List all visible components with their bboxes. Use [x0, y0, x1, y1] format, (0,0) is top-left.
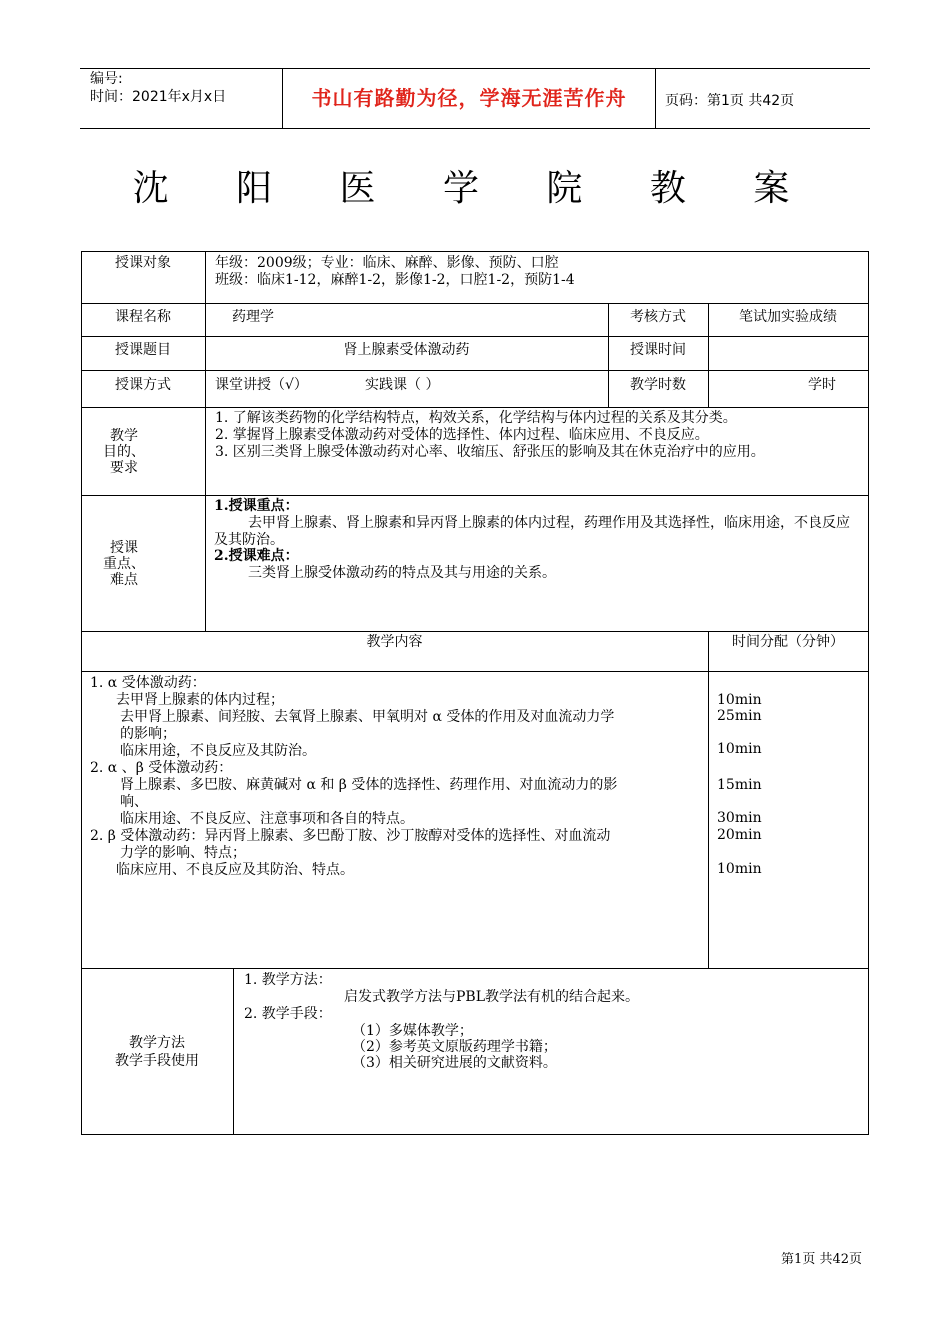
page-title: 沈 阳 医 学 院 教 案 [132, 168, 818, 209]
means-line: 2. 教学手段： [244, 1006, 332, 1022]
header-top-rule [80, 68, 870, 69]
time-value: 10min [717, 692, 762, 708]
key-label-line: 难点 [110, 572, 138, 588]
goal-item: 3. 区别三类肾上腺受体激动药对心率、收缩压、舒张压的影响及其在休克治疗中的应用。 [215, 444, 765, 460]
content-line: 1. α 受体激动药： [90, 675, 206, 691]
col-rule-means [233, 968, 234, 1134]
means-label-line: 教学手段使用 [115, 1053, 199, 1069]
means-line: （1）多媒体教学； [352, 1023, 473, 1039]
means-line: 启发式教学方法与PBL教学法有机的结合起来。 [344, 989, 640, 1005]
time-label: 授课时间 [630, 342, 686, 358]
means-label-line: 教学方法 [129, 1035, 185, 1051]
row-rule [81, 631, 868, 632]
means-line: （2）参考英文原版药理学书籍； [352, 1039, 557, 1055]
exam-value: 笔试加实验成绩 [739, 309, 837, 325]
content-line: 的影响； [120, 726, 176, 742]
key-label-line: 授课 [110, 540, 138, 556]
header-motto: 书山有路勤为径，学海无涯苦作舟 [311, 86, 627, 110]
row-rule [81, 968, 868, 969]
time-header: 时间分配（分钟） [732, 634, 844, 650]
content-line: 2. α 、β 受体激动药： [90, 760, 233, 776]
key-label [81, 540, 167, 588]
header-divider-2 [655, 68, 656, 129]
content-line: 2. β 受体激动药：异丙肾上腺素、多巴酚丁胺、沙丁胺醇对受体的选择性、对血流动 [90, 828, 611, 844]
difficulty-text: 三类肾上腺受体激动药的特点及其与用途的关系。 [248, 565, 556, 581]
goals-label-line: 要求 [110, 460, 138, 476]
course-label: 课程名称 [115, 309, 171, 325]
goals-label [81, 428, 167, 476]
content-header: 教学内容 [366, 634, 423, 650]
header-page-info: 页码：第1页 共42页 [665, 93, 795, 109]
row-rule [81, 303, 868, 304]
key-label-line: 重点、 [103, 556, 145, 572]
row-rule [81, 671, 868, 672]
method-lecture: 课堂讲授（√） [215, 377, 308, 393]
target-label: 授课对象 [115, 255, 171, 271]
exam-label: 考核方式 [630, 309, 686, 325]
means-line: 1. 教学方法： [244, 972, 332, 988]
time-value: 20min [717, 827, 762, 843]
method-label: 授课方式 [115, 377, 171, 393]
row-rule [81, 495, 868, 496]
content-line: 临床应用、不良反应及其防治、特点。 [116, 862, 354, 878]
time-value: 10min [717, 741, 762, 757]
content-line: 临床用途、不良反应、注意事项和各自的特点。 [120, 811, 414, 827]
row-rule [81, 336, 868, 337]
row-rule [81, 1134, 868, 1135]
topic-label: 授课题目 [115, 342, 171, 358]
row-rule [81, 251, 868, 252]
goals-label-line: 教学 [110, 428, 138, 444]
col-rule-outer-right [868, 251, 869, 1135]
key-point-title: 1.授课重点： [214, 498, 299, 514]
code-label: 编号: [90, 71, 123, 87]
content-line: 肾上腺素、多巴胺、麻黄碱对 α 和 β 受体的选择性、药理作用、对血流动力的影 [120, 777, 618, 793]
key-point-text: 去甲肾上腺素、肾上腺素和异丙肾上腺素的体内过程，药理作用及其选择性，临床用途，不良反应及其防治。 [214, 515, 850, 548]
target-line-1: 年级：2009级；专业：临床、麻醉、影像、预防、口腔 [215, 255, 559, 271]
hours-unit: 学时 [808, 377, 836, 393]
col-rule-time [708, 631, 709, 968]
header-bottom-rule [80, 128, 870, 129]
col-rule-label [205, 251, 206, 631]
means-line: （3）相关研究进展的文献资料。 [352, 1055, 557, 1071]
page-footer: 第1页 共42页 [781, 1252, 862, 1267]
target-line-2: 班级：临床1-12，麻醉1-2，影像1-2，口腔1-2，预防1-4 [215, 272, 575, 288]
row-rule [81, 407, 868, 408]
header-meta [90, 70, 226, 106]
difficulty-title: 2.授课难点： [214, 548, 299, 564]
goal-item: 1. 了解该类药物的化学结构特点，构效关系，化学结构与体内过程的关系及其分类。 [215, 410, 737, 426]
goal-item: 2. 掌握肾上腺素受体激动药对受体的选择性、体内过程、临床应用、不良反应。 [215, 427, 709, 443]
row-rule [81, 370, 868, 371]
method-practice: 实践课（ ） [365, 377, 440, 393]
time-value: 30min [717, 810, 762, 826]
time-value: 10min [717, 861, 762, 877]
hours-label: 教学时数 [630, 377, 686, 393]
content-line: 去甲肾上腺素的体内过程； [116, 692, 284, 708]
time-value: 25min [717, 708, 762, 724]
content-line: 临床用途，不良反应及其防治。 [120, 743, 316, 759]
topic-value: 肾上腺素受体激动药 [343, 342, 470, 358]
content-line: 去甲肾上腺素、间羟胺、去氧肾上腺素、甲氧明对 α 受体的作用及对血流动力学 [120, 709, 615, 725]
goals-label-line: 目的、 [103, 444, 145, 460]
course-value: 药理学 [232, 309, 274, 325]
content-line: 力学的影响、特点； [120, 845, 246, 861]
time-label: 时间：2021年x月x日 [90, 89, 227, 105]
means-label [81, 1034, 233, 1070]
content-line: 响、 [120, 794, 148, 810]
time-value: 15min [717, 777, 762, 793]
